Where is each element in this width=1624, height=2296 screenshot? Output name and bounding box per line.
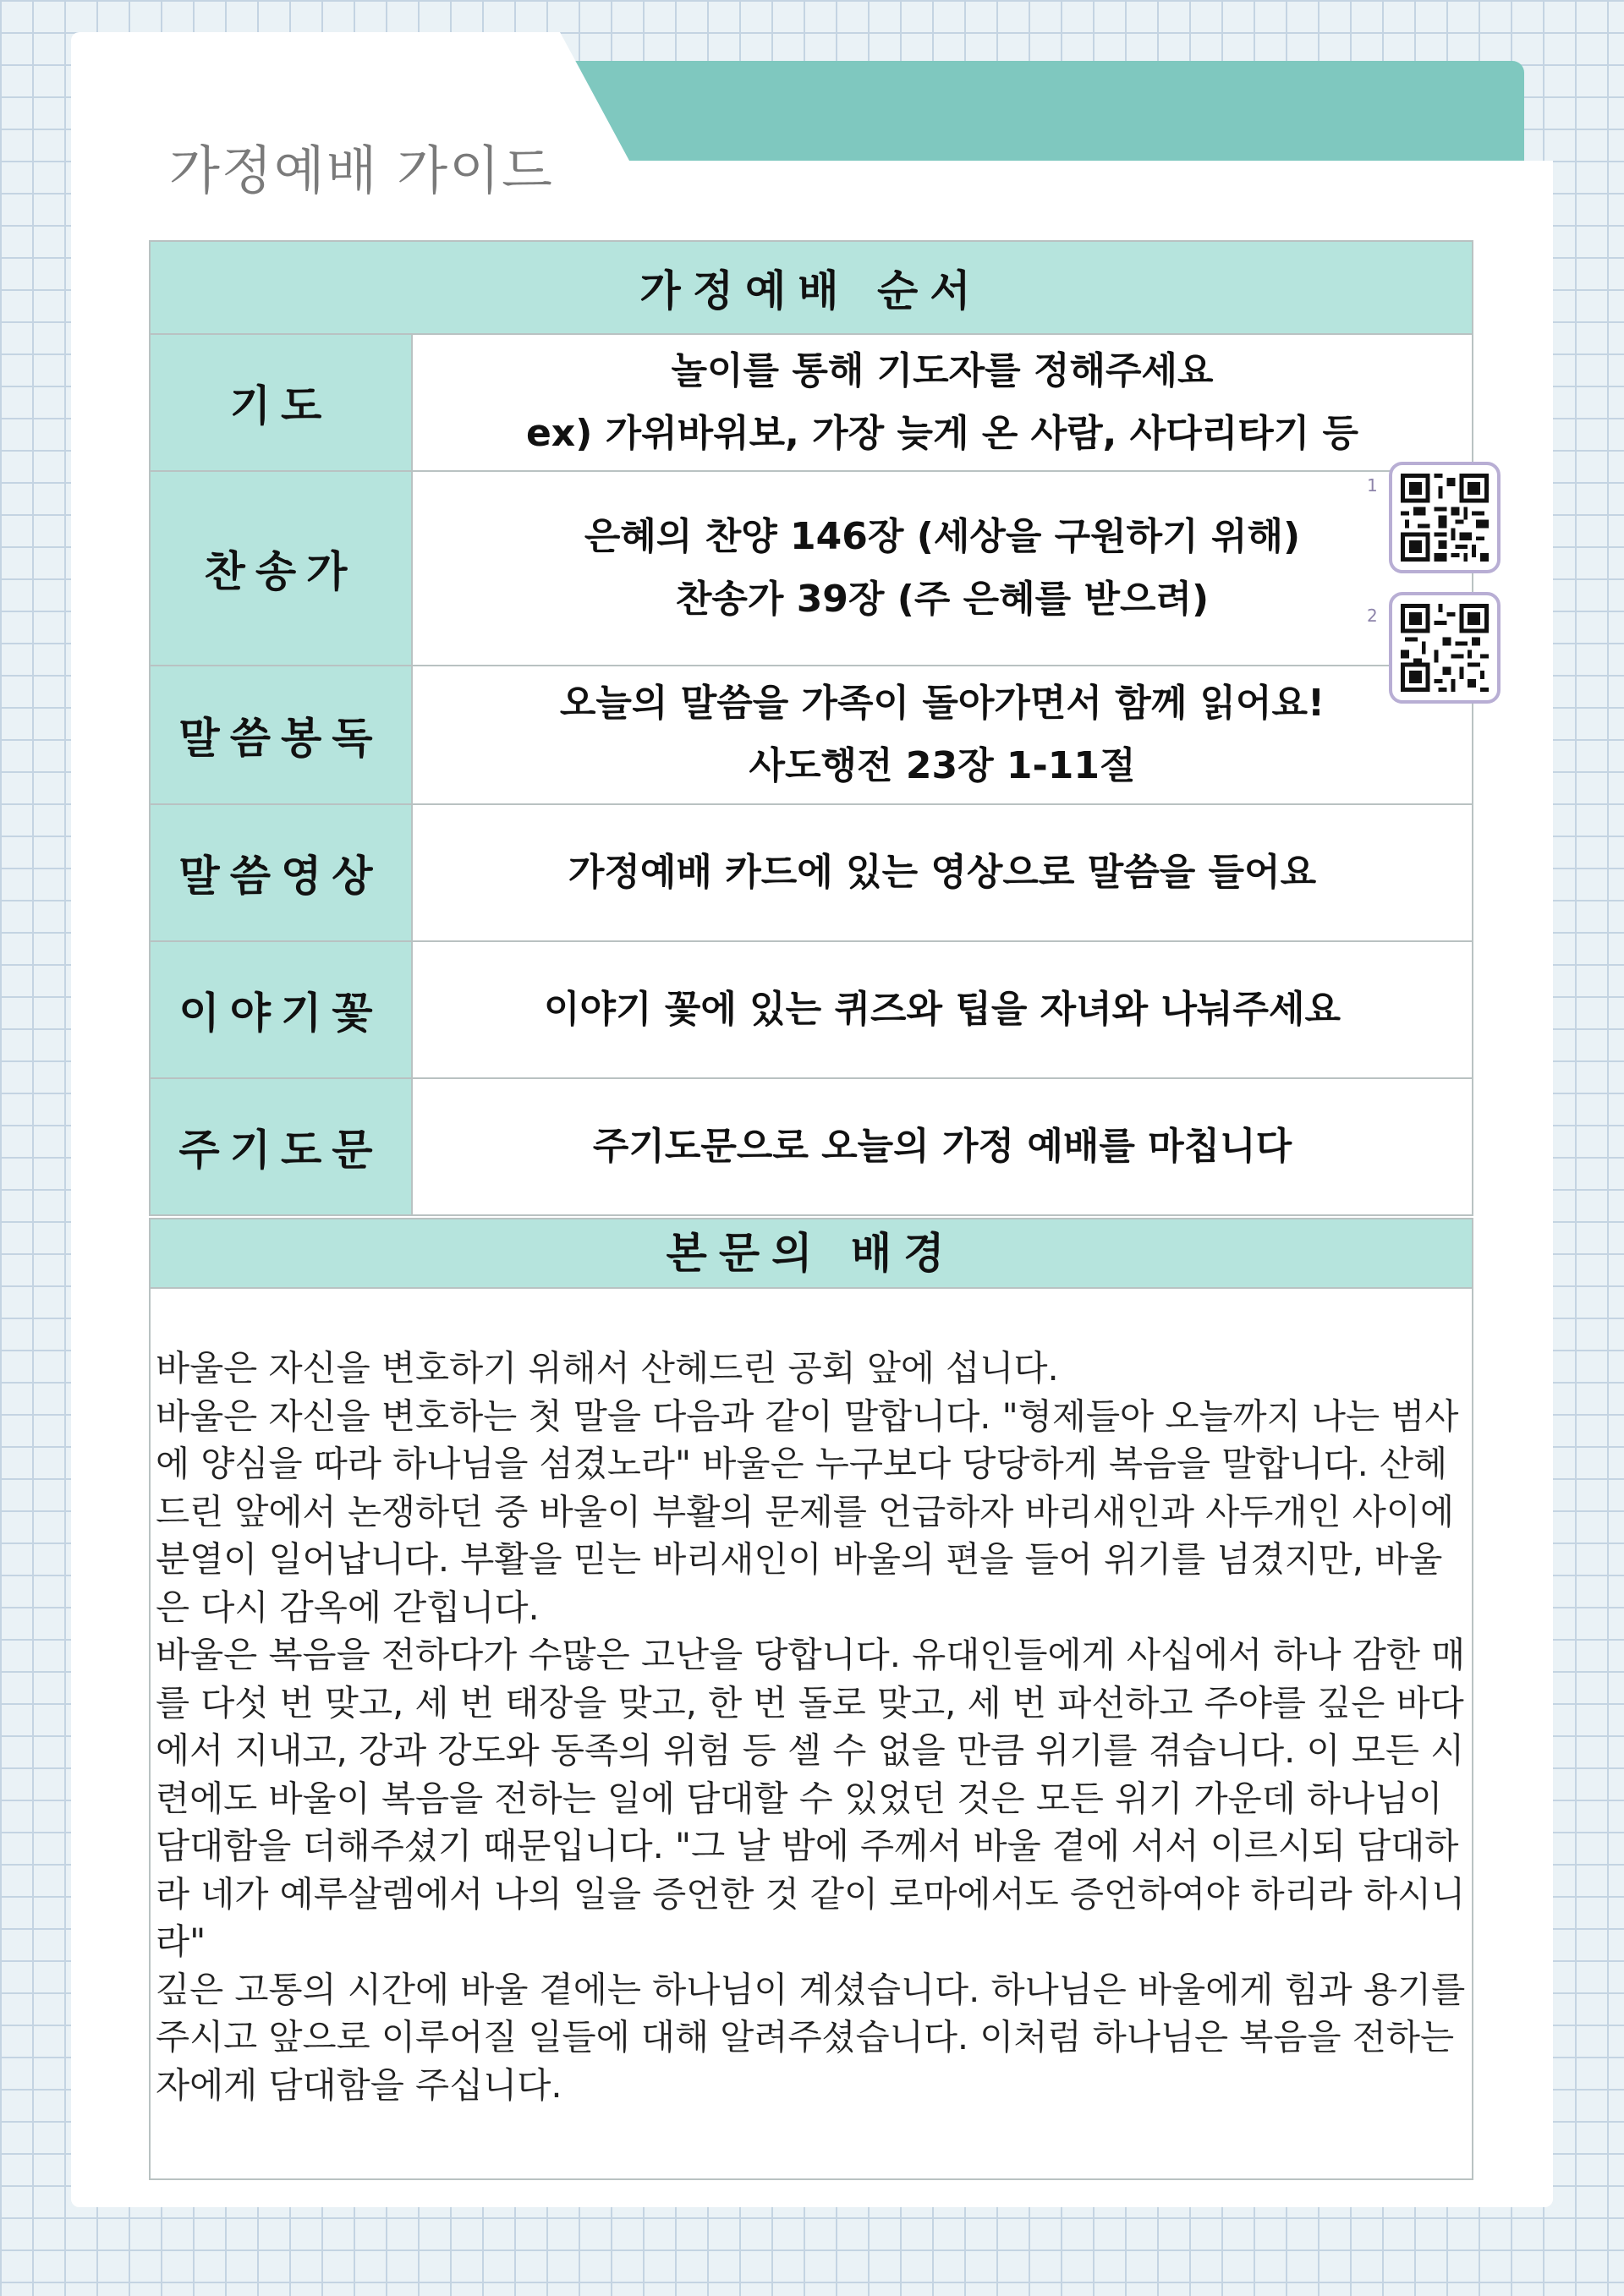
row-content-hymn — [412, 471, 1473, 666]
content-line: 오늘의 말씀을 가족이 돌아가면서 함께 읽어요! — [559, 682, 1325, 725]
background-section — [149, 1218, 1473, 2180]
table-row — [150, 334, 1473, 471]
table-row — [150, 471, 1473, 666]
background-paragraph: 깊은 고통의 시간에 바울 곁에는 하나님이 계셨습니다. 하나님은 바울에게 힘과 용기를 주시고 앞으로 이루어질 일들에 대해 알려주셨습니다. 이처럼 하나님은 복음을 전하는 자에게 담대함을 주십니다. — [156, 1968, 1466, 2106]
background-paragraph: 바울은 자신을 변호하기 위해서 산헤드린 공회 앞에 섭니다. — [156, 1347, 1059, 1389]
row-content-story-flower — [412, 941, 1473, 1078]
background-paragraph: 바울은 복음을 전하다가 수많은 고난을 당합니다. 유대인들에게 사십에서 하나 감한 매를 다섯 번 맞고, 세 번 태장을 맞고, 한 번 돌로 맞고, 세 번 파선하고 주야를 깊은 바다에서 지내고, 강과 강도와 동족의 위험 등 셀 수 없을 만큼 위기를 겪습니다. 이 모든 시련에도 바울이 복음을 전하는 일에 담대할 수 있었던 것은 모든 위기 가운데 하나님이 담대함을 더해주셨기 때문입니다. "그 날 밤에 주께서 바울 곁에 서서 이르시되 담대하라 네가 예루살렘에서 나의 일을 증언한 것 같이 로마에서도 증언하여야 하리라 하시니라" — [156, 1634, 1466, 1962]
content-line: 사도행전 23장 1-11절 — [749, 744, 1136, 787]
worship-order-table — [149, 240, 1473, 1216]
content-line: 놀이를 통해 기도자를 정해주세요 — [671, 349, 1214, 392]
table-row — [150, 941, 1473, 1078]
content-line: ex) 가위바위보, 가장 늦게 온 사람, 사다리타기 등 — [525, 412, 1359, 455]
qr-code-icon — [1401, 474, 1489, 562]
table-row — [150, 666, 1473, 804]
row-content-scripture-reading — [412, 666, 1473, 804]
order-table-header: 가정예배 순서 — [150, 241, 1473, 334]
qr-code-icon — [1401, 604, 1489, 692]
qr-number: 2 — [1367, 606, 1378, 626]
row-label-hymn: 찬송가 — [150, 471, 412, 666]
row-content-scripture-video — [412, 804, 1473, 941]
row-label-story-flower: 이야기꽃 — [150, 941, 412, 1078]
background-header: 본문의 배경 — [151, 1219, 1472, 1289]
content-line: 이야기 꽃에 있는 퀴즈와 팁을 자녀와 나눠주세요 — [544, 988, 1341, 1031]
page-title: 가정예배 가이드 — [169, 140, 554, 201]
content-line: 주기도문으로 오늘의 가정 예배를 마칩니다 — [592, 1125, 1292, 1168]
row-label-prayer: 기도 — [150, 334, 412, 471]
table-row — [150, 1078, 1473, 1215]
row-label-scripture-reading: 말씀봉독 — [150, 666, 412, 804]
content-line: 가정예배 카드에 있는 영상으로 말씀을 들어요 — [568, 851, 1317, 894]
row-content-prayer — [412, 334, 1473, 471]
qr-code-2[interactable] — [1367, 592, 1501, 704]
content-line: 은혜의 찬양 146장 (세상을 구원하기 위해) — [584, 515, 1301, 558]
row-content-lords-prayer — [412, 1078, 1473, 1215]
table-row — [150, 804, 1473, 941]
qr-number: 1 — [1367, 475, 1378, 496]
row-label-scripture-video: 말씀영상 — [150, 804, 412, 941]
row-label-lords-prayer: 주기도문 — [150, 1078, 412, 1215]
qr-code-1[interactable] — [1367, 462, 1501, 573]
background-paragraph: 바울은 자신을 변호하는 첫 말을 다음과 같이 말합니다. "형제들아 오늘까지 나는 범사에 양심을 따라 하나님을 섬겼노라" 바울은 누구보다 당당하게 복음을 말합니다. 산헤드린 앞에서 논쟁하던 중 바울이 부활의 문제를 언급하자 바리새인과 사두개인 사이에 분열이 일어납니다. 부활을 믿는 바리새인이 바울의 편을 들어 위기를 넘겼지만, 바울은 다시 감옥에 갇힙니다. — [156, 1395, 1459, 1628]
background-body — [151, 1289, 1472, 2109]
content-line: 찬송가 39장 (주 은혜를 받으려) — [675, 578, 1210, 621]
